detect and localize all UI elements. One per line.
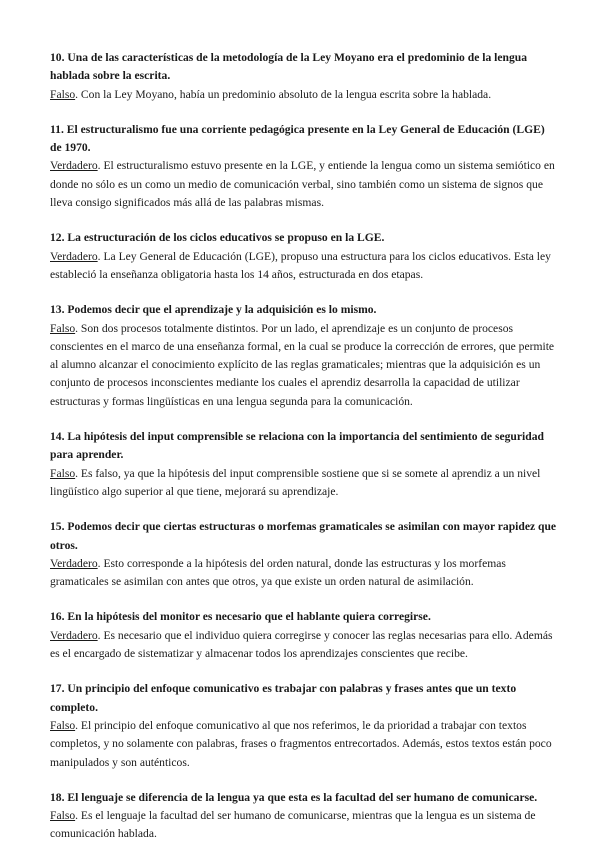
document-page — [50, 49, 558, 861]
answer-text — [50, 717, 558, 772]
question-text: 18. El lenguaje se diferencia de la lengua ya que esta es la facultad del ser humano de comunicarse. — [50, 790, 538, 804]
question-item — [50, 680, 558, 771]
question-item — [50, 789, 558, 844]
question-text: 10. Una de las características de la metodología de la Ley Moyano era el predominio de la lengua hablada sobre la escrita. — [50, 51, 528, 83]
answer-text — [50, 807, 558, 844]
question-text: 11. El estructuralismo fue una corriente pedagógica presente en la Ley General de Educación (LGE) de 1970. — [50, 122, 545, 155]
verdict-label: Verdadero — [50, 249, 98, 263]
answer-text — [50, 320, 558, 411]
answer-text — [50, 157, 558, 212]
question-text: 13. Podemos decir que el aprendizaje y la adquisición es lo mismo. — [50, 303, 377, 317]
verdict-label: Verdadero — [50, 628, 98, 642]
verdict-label: Falso — [50, 718, 76, 732]
verdict-label: Verdadero — [50, 556, 98, 570]
explanation-text: . La Ley General de Educación (LGE), propuso una estructura para los ciclos educativos. Esta ley estableció la enseñanza obligatoria hasta los 14 años, estructurada en dos etapas. — [50, 249, 551, 281]
verdict-label: Falso — [50, 321, 76, 335]
question-item — [50, 428, 558, 501]
question-text: 12. La estructuración de los ciclos educativos se propuso en la LGE. — [50, 231, 385, 245]
verdict-label: Verdadero — [50, 159, 98, 173]
question-text: 15. Podemos decir que ciertas estructuras o morfemas gramaticales se asimilan con mayor rapidez que otros. — [50, 520, 557, 552]
explanation-text: . El estructuralismo estuvo presente en la LGE, y entiende la lengua como un sistema semiótico en donde no sólo es un como un medio de comunicación verbal, sino también como un sistema de signos que lleva consigo significados más allá de las palabras mismas. — [50, 159, 555, 210]
explanation-text: . El principio del enfoque comunicativo al que nos referimos, le da prioridad a trabajar con textos completos, y no solamente con palabras, frases o fragmentos entrecortados. Además, estos textos están poco manipulados y son auténticos. — [50, 718, 552, 769]
question-text: 17. Un principio del enfoque comunicativo es trabajar con palabras y frases antes que un texto completo. — [50, 682, 517, 714]
question-item — [50, 121, 558, 212]
explanation-text: . Es el lenguaje la facultad del ser humano de comunicarse, mientras que la lengua es un sistema de comunicación hablada. — [50, 809, 536, 841]
explanation-text: . Con la Ley Moyano, había un predominio absoluto de la lengua escrita sobre la hablada. — [75, 87, 492, 101]
question-item — [50, 301, 558, 411]
question-item — [50, 229, 558, 284]
question-item — [50, 49, 558, 104]
verdict-label: Falso — [50, 87, 76, 101]
explanation-text: . Esto corresponde a la hipótesis del orden natural, donde las estructuras y los morfemas gramaticales se asimilan con antes que otros, ya que existe un orden natural de asimilación. — [50, 556, 506, 589]
question-item — [50, 518, 558, 591]
answer-text — [50, 86, 558, 104]
question-item — [50, 608, 558, 663]
answer-text — [50, 248, 558, 285]
question-text: 14. La hipótesis del input comprensible se relaciona con la importancia del sentimiento de seguridad para aprender. — [50, 430, 544, 462]
explanation-text: . Es necesario que el individuo quiera corregirse y conocer las reglas necesarias para ello. Además es el encargado de sistematizar y almacenar todos los aprendizajes conscientes que recibe. — [50, 628, 553, 661]
verdict-label: Falso — [50, 809, 76, 823]
answer-text — [50, 627, 558, 664]
explanation-text: . Son dos procesos totalmente distintos. Por un lado, el aprendizaje es un conjunto de procesos conscientes en el marco de una enseñanza formal, en la cual se produce la corrección de errores, que permite al alumno alcanzar el conocimiento explícito de las reglas gramaticales; mientras que la adquisición es un conjunto de procesos inconscientes mediante los cuales el aprendiz desarrolla la capacidad de utilizar estructuras y formas lingüísticas en una lengua segunda para la comunicación. — [50, 321, 555, 408]
answer-text — [50, 555, 558, 592]
answer-text — [50, 465, 558, 502]
verdict-label: Falso — [50, 466, 76, 480]
question-text: 16. En la hipótesis del monitor es necesario que el hablante quiera corregirse. — [50, 610, 431, 624]
explanation-text: . Es falso, ya que la hipótesis del input comprensible sostiene que si se somete al aprendiz a un nivel lingüístico algo superior al que tiene, mejorará su aprendizaje. — [50, 466, 541, 498]
